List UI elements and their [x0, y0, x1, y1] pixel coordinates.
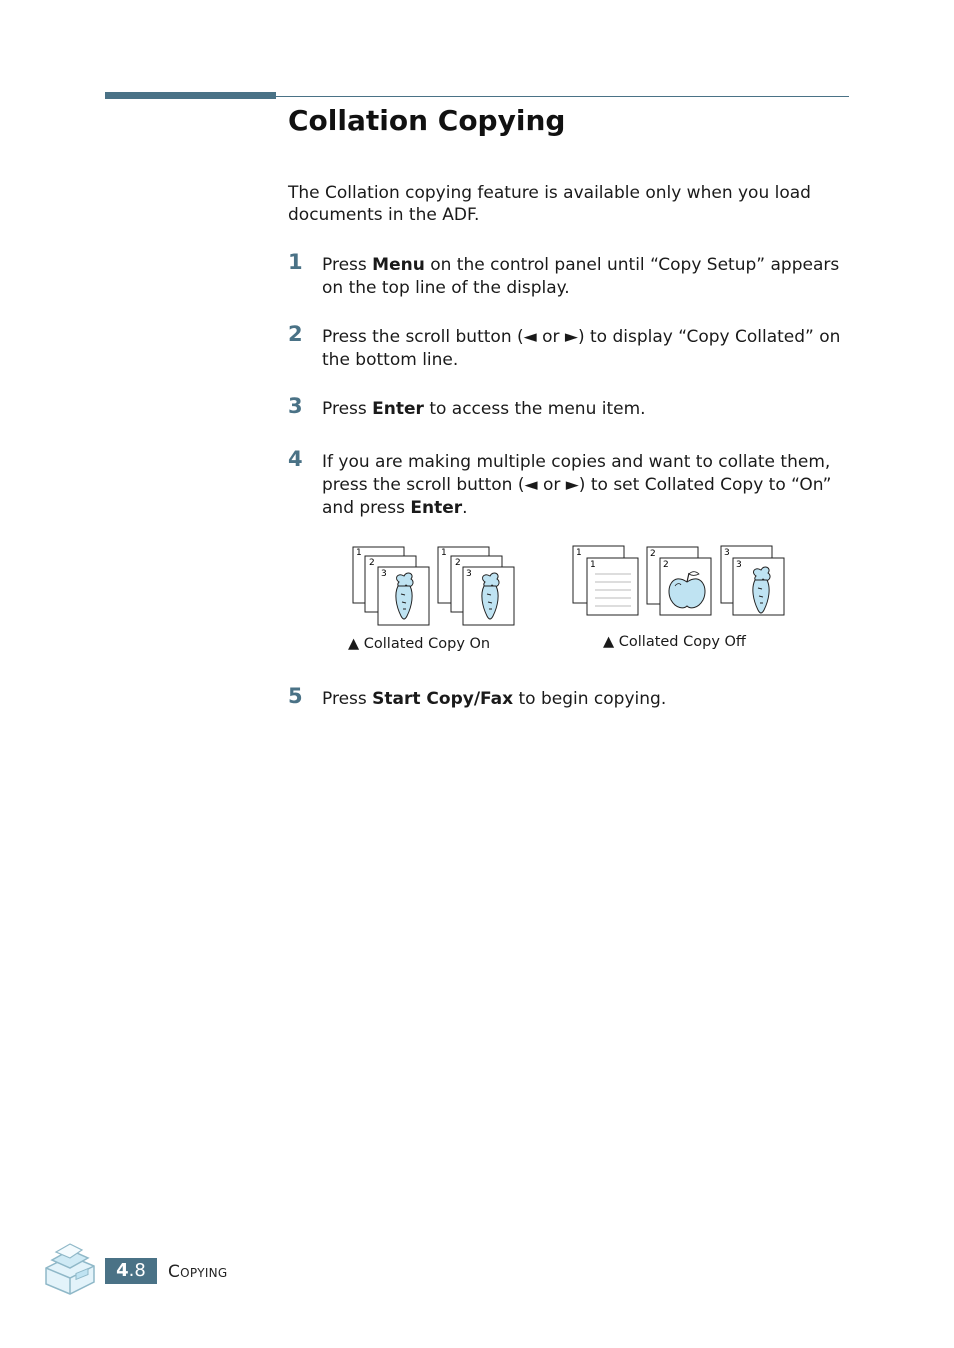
page-number-badge: [105, 1258, 157, 1284]
step-number: 2: [288, 322, 303, 346]
page-number-label: 3: [381, 569, 387, 579]
page-number-label: 2: [663, 560, 669, 570]
page-number-label: 2: [455, 558, 461, 568]
collated-off-caption: ▲ Collated Copy Off: [603, 634, 746, 650]
page-number-label: 3: [736, 560, 742, 570]
collated-on-caption: ▲ Collated Copy On: [348, 636, 491, 652]
step-number: 5: [288, 684, 303, 708]
page-number-label: 2: [369, 558, 375, 568]
page-title: Collation Copying: [288, 104, 566, 137]
page-number-label: 1: [356, 548, 362, 558]
page-number-label: 1: [590, 560, 596, 570]
page-number-label: 3: [466, 569, 472, 579]
header-rule-thin: [276, 96, 849, 97]
collated-copy-on-illustration: [340, 540, 530, 632]
step-text: Press Start Copy/Fax to begin copying.: [322, 689, 667, 709]
page-number-label: 1: [576, 548, 582, 558]
step-text: If you are making multiple copies and want to collate them, press the scroll button (◄ or ►) to set Collated Copy to “On” and press Enter.: [322, 452, 832, 518]
step-text: Press Enter to access the menu item.: [322, 399, 646, 419]
step-text: Press Menu on the control panel until “Copy Setup” appears on the top line of the display.: [322, 255, 840, 298]
header-rule-thick: [105, 92, 276, 99]
page-number-label: 1: [441, 548, 447, 558]
step-number: 1: [288, 250, 303, 274]
step-number: 3: [288, 394, 303, 418]
page-number: .8: [128, 1260, 146, 1281]
collated-copy-off-illustration: [565, 540, 795, 622]
intro-paragraph: The Collation copying feature is available only when you load documents in the ADF.: [288, 183, 811, 225]
section-name: Copying: [168, 1262, 228, 1282]
chapter-number: 4: [116, 1260, 129, 1281]
page-number-label: 2: [650, 549, 656, 559]
step-number: 4: [288, 447, 303, 471]
printer-device-icon: [40, 1238, 98, 1296]
step-text: Press the scroll button (◄ or ►) to display “Copy Collated” on the bottom line.: [322, 327, 841, 370]
page-number-label: 3: [724, 548, 730, 558]
